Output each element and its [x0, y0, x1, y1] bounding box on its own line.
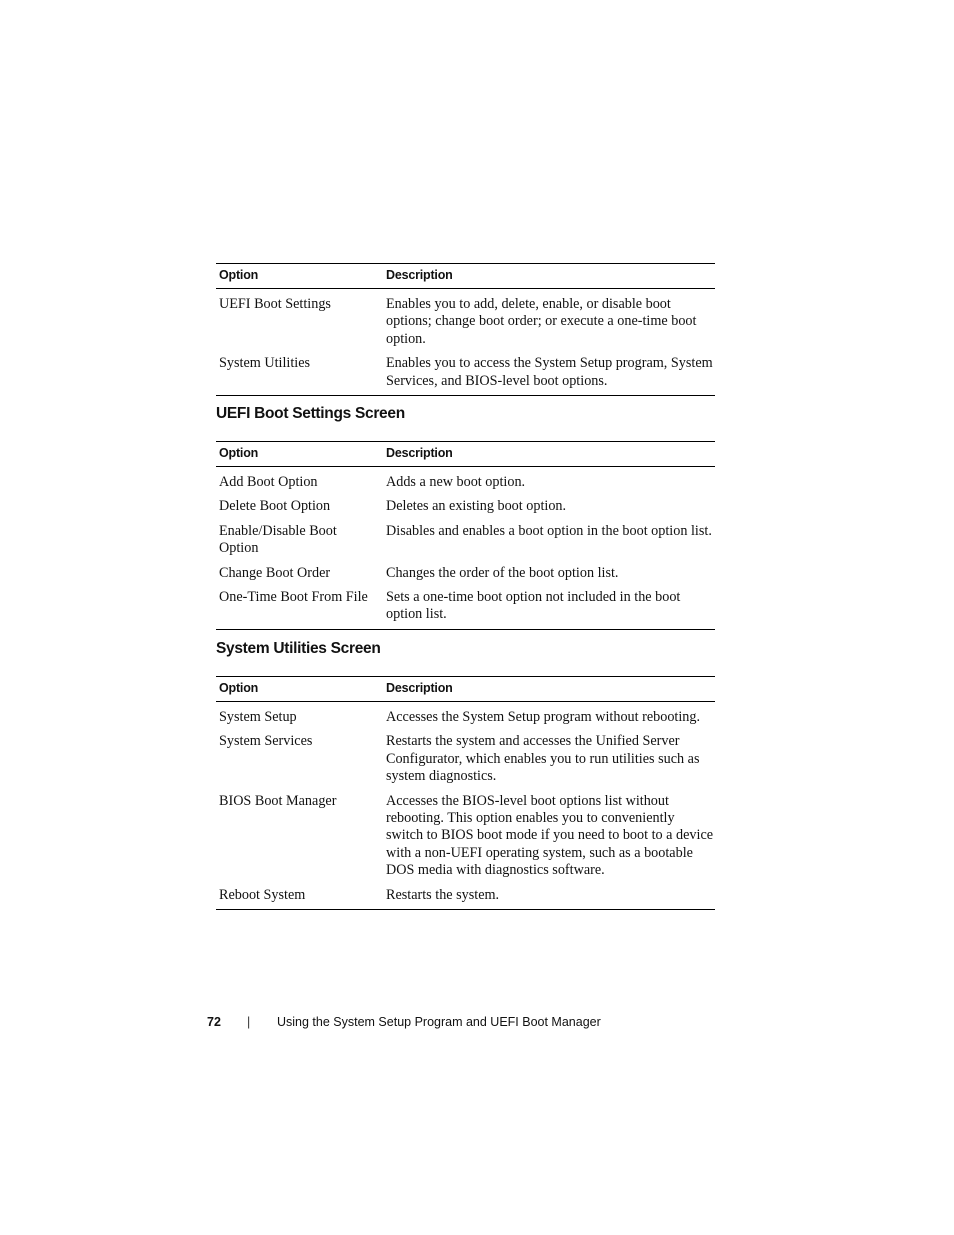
table-row — [216, 467, 715, 496]
description-cell: Restarts the system. — [383, 884, 715, 910]
table-header-row — [216, 677, 715, 702]
description-cell: Accesses the System Setup program without rebooting. — [386, 709, 701, 725]
section-heading-uefi-boot-settings: UEFI Boot Settings Screen — [216, 405, 405, 422]
table-row — [216, 495, 715, 519]
options-table-2 — [216, 441, 715, 630]
option-cell: BIOS Boot Manager — [219, 792, 337, 809]
chapter-title: Using the System Setup Program and UEFI Boot Manager — [277, 1015, 601, 1029]
column-header-option: Option — [216, 677, 383, 702]
table-row — [216, 884, 715, 910]
table-header-row — [216, 264, 715, 289]
option-cell: One-Time Boot From File — [216, 586, 383, 629]
option-cell: Add Boot Option — [219, 474, 318, 490]
option-cell: Delete Boot Option — [219, 498, 331, 515]
options-table-3 — [216, 676, 715, 910]
footer-separator: | — [247, 1015, 251, 1029]
option-cell: Enable/Disable Boot Option — [219, 522, 337, 557]
column-header-option: Option — [216, 264, 383, 289]
table-row — [216, 289, 715, 353]
option-cell: Reboot System — [216, 884, 383, 910]
description-cell: Adds a new boot option. — [386, 474, 526, 490]
page-footer — [207, 1015, 601, 1029]
table-header-row — [216, 442, 715, 467]
table-row — [216, 730, 715, 789]
option-cell: System Services — [219, 733, 313, 750]
option-cell: System Setup — [219, 709, 297, 725]
description-cell: Deletes an existing boot option. — [386, 498, 567, 515]
column-header-option: Option — [216, 442, 383, 467]
page-number: 72 — [207, 1015, 221, 1029]
description-cell: Enables you to add, delete, enable, or disable boot options; change boot order; or execute a one-time boot option. — [386, 296, 697, 347]
option-cell: UEFI Boot Settings — [219, 296, 331, 312]
option-cell: Change Boot Order — [219, 564, 331, 581]
table-row — [216, 790, 715, 884]
description-cell: Restarts the system and accesses the Unified Server Configurator, which enables you to run utilities such as system diagnostics. — [386, 733, 700, 785]
description-cell: Sets a one-time boot option not included in the boot option list. — [383, 586, 715, 629]
table-row — [216, 352, 715, 395]
description-cell: Accesses the BIOS-level boot options list without rebooting. This option enables you to conveniently switch to BIOS boot mode if you need to boot to a device with a non-UEFI operating system, such as a bootable DOS media with diagnostics software. — [386, 792, 714, 879]
column-header-description: Description — [383, 677, 715, 702]
table-row — [216, 562, 715, 586]
option-cell: System Utilities — [216, 352, 383, 395]
description-cell: Enables you to access the System Setup program, System Services, and BIOS-level boot options. — [383, 352, 715, 395]
options-table-1 — [216, 263, 715, 396]
table-row — [216, 586, 715, 629]
description-cell: Changes the order of the boot option list. — [386, 564, 619, 581]
section-heading-system-utilities: System Utilities Screen — [216, 640, 381, 657]
table-row — [216, 702, 715, 731]
column-header-description: Description — [383, 264, 715, 289]
table-row — [216, 520, 715, 562]
column-header-description: Description — [383, 442, 715, 467]
description-cell: Disables and enables a boot option in the boot option list. — [386, 522, 712, 539]
